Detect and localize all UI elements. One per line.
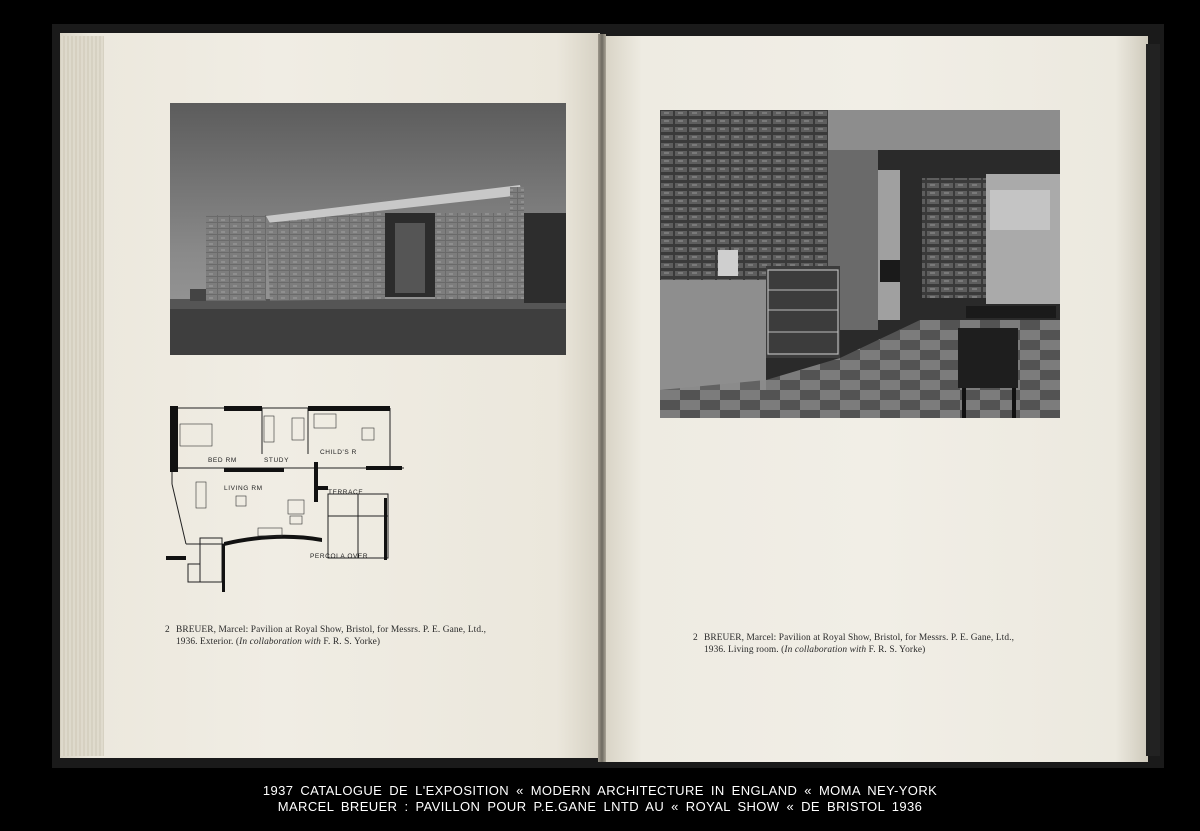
left-caption [165,624,566,648]
plan-label-terrace: TERRACE [328,489,364,496]
left-caption-line2: 1936. Exterior. (In collaboration with F. R. S. Yorke) [176,637,381,647]
footer-line2: MARCEL BREUER : PAVILLON POUR P.E.GANE LNTD AU « ROYAL SHOW « DE BRISTOL 1936 [277,799,923,814]
plan-label-living: LIVING RM [224,485,263,492]
left-caption-number: 2 [165,625,170,635]
plan-label-bed: BED RM [208,457,237,464]
left-caption-line1: BREUER, Marcel: Pavilion at Royal Show, Bristol, for Messrs. P. E. Gane, Ltd., [176,625,487,635]
right-caption-number: 2 [693,633,698,643]
right-caption [693,632,1094,656]
plan-label-child: CHILD'S R [320,449,357,456]
plan-label-study: STUDY [264,457,290,464]
right-caption-line1: BREUER, Marcel: Pavilion at Royal Show, Bristol, for Messrs. P. E. Gane, Ltd., [704,633,1015,643]
book-cover-edge [1146,44,1160,756]
living-room-photo [660,110,1060,418]
page-edges [60,36,104,756]
floor-plan [166,404,406,592]
book-gutter [598,34,606,762]
right-caption-line2: 1936. Living room. (In collaboration with F. R. S. Yorke) [704,645,926,655]
footer-line1: 1937 CATALOGUE DE L'EXPOSITION « MODERN ARCHITECTURE IN ENGLAND « MOMA NEY-YORK [262,783,938,798]
exterior-photo [170,103,566,355]
plan-label-pergola: PERCOLA OVER [310,553,369,560]
